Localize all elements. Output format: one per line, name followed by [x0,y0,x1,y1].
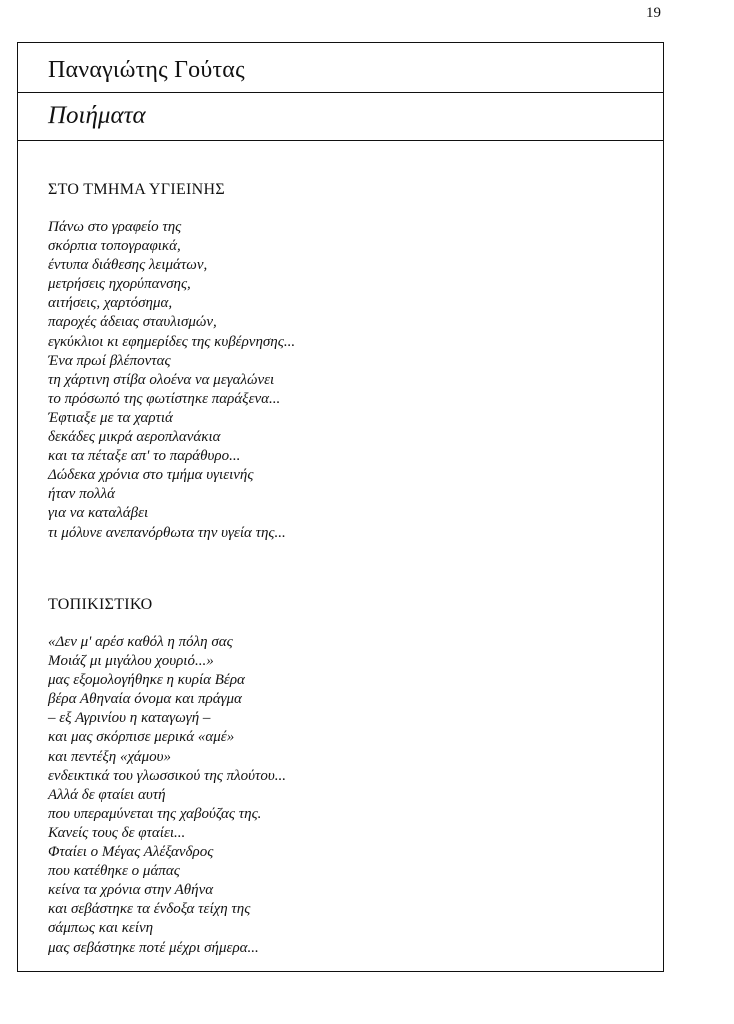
poem-line: «Δεν μ' αρέσ καθόλ η πόλη σας [48,634,233,650]
poem-line: το πρόσωπό της φωτίστηκε παράξενα... [48,390,281,407]
poem-line: μετρήσεις ηχορύπανσης, [48,276,191,293]
poem-line: έντυπα διάθεσης λειμάτων, [48,257,208,274]
poetry-frame [17,42,664,972]
poem-line: Πάνω στο γραφείο της [48,219,182,235]
poem-line: και σεβάστηκε τα ένδοξα τείχη της [48,901,251,918]
poem-title-sto-tmima-ygieinis: ΣΤΟ ΤΜΗΜΑ ΥΓΙΕΙΝΗΣ [48,181,225,198]
poem-line: μας εξομολογήθηκε η κυρία Βέρα [48,672,245,689]
poem-line: για να καταλάβει [48,505,149,522]
author-name: Παναγιώτης Γούτας [48,57,245,83]
poem-line: αιτήσεις, χαρτόσημα, [48,295,173,312]
poem-line: Έφτιαξε με τα χαρτιά [48,409,173,426]
author-header [18,43,663,93]
poem-line: ήταν πολλά [48,486,115,503]
poem-lines-topikistiko [48,633,286,958]
poem-line: τη χάρτινη στίβα ολοένα να μεγαλώνει [48,371,275,388]
poem-line: Μοιάζ μι μιγάλου χουριό...» [48,653,214,670]
poem-line: που κατέθηκε ο μάπας [48,863,180,880]
poem-line: σάμπως και κείνη [48,920,154,937]
collection-title: Ποιήματα [48,102,146,129]
poem-line: Κανείς τους δε φταίει... [48,824,186,841]
poem-line: Δώδεκα χρόνια στο τμήμα υγιεινής [48,467,254,484]
poem-line: εγκύκλιοι κι εφημερίδες της κυβέρνησης... [48,333,296,350]
poem-line: τι μόλυνε ανεπανόρθωτα την υγεία της... [48,524,286,541]
collection-header [18,93,663,141]
poem-line: Ένα πρωί βλέποντας [48,352,171,369]
poem-lines-sto-tmima-ygieinis [48,218,295,543]
poem-line: και μας σκόρπισε μερικά «αμέ» [48,729,235,746]
poem-line: ενδεικτικά του γλωσσικού της πλούτου... [48,767,287,784]
poem-line: κείνα τα χρόνια στην Αθήνα [48,882,214,899]
poem-line: – εξ Αγρινίου η καταγωγή – [48,710,211,727]
poem-line: δεκάδες μικρά αεροπλανάκια [48,429,221,446]
poem-line: μας σεβάστηκε ποτέ μέχρι σήμερα... [48,939,259,956]
poem-line: Φταίει ο Μέγας Αλέξανδρος [48,844,214,861]
poem-line: και πεντέξη «χάμου» [48,748,172,765]
poem-line: σκόρπια τοπογραφικά, [48,238,181,255]
poem-line: που υπεραμύνεται της χαβούζας της. [48,805,262,822]
poem-line: και τα πέταξε απ' το παράθυρο... [48,448,241,465]
poem-line: παροχές άδειας σταυλισμών, [48,314,217,331]
poem-line: βέρα Αθηναία όνομα και πράγμα [48,691,242,708]
poem-line: Αλλά δε φταίει αυτή [48,786,166,803]
poem-title-topikistiko: ΤΟΠΙΚΙΣΤΙΚΟ [48,596,153,613]
page-number: 19 [646,5,661,21]
